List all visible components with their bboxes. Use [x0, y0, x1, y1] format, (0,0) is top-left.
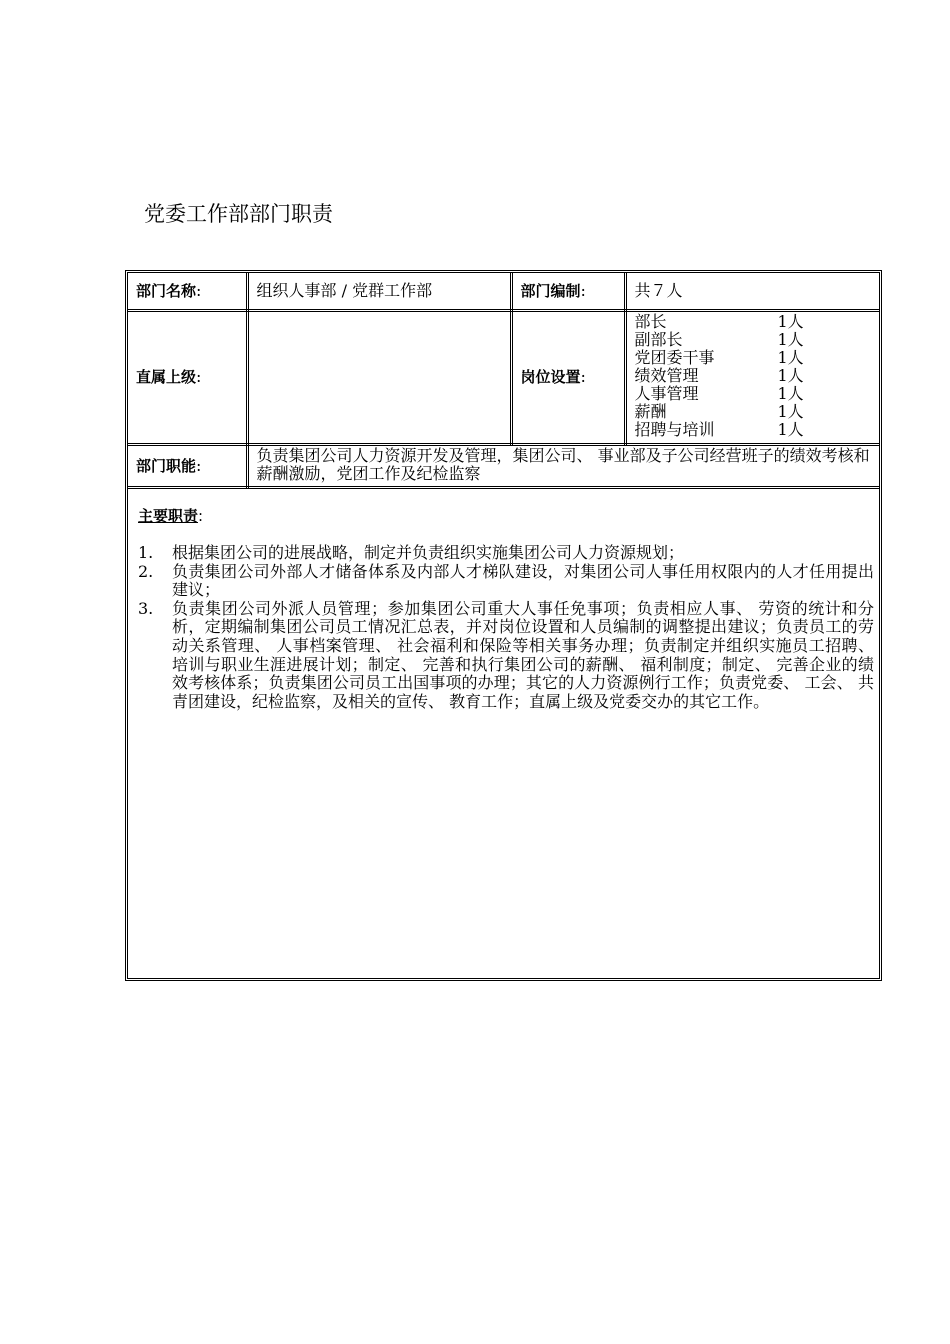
position-count: 1人	[777, 401, 804, 421]
position-count: 1人	[777, 329, 804, 349]
position-item	[635, 421, 872, 439]
superior-value	[247, 310, 511, 444]
position-name: 党团委干事	[634, 347, 715, 367]
function-label-cell: 部门职能:	[128, 444, 247, 487]
list-item	[138, 544, 874, 563]
department-info-table	[128, 273, 879, 489]
main-duties-section	[138, 505, 874, 711]
superior-label: 直属上级	[136, 368, 197, 386]
position-item	[635, 403, 872, 421]
position-count: 1人	[777, 383, 804, 403]
position-item	[635, 331, 872, 349]
position-item	[635, 313, 872, 331]
position-name: 绩效管理	[634, 365, 699, 385]
list-number: 3.	[138, 598, 154, 618]
position-count: 1人	[777, 347, 804, 367]
position-count: 1人	[777, 365, 804, 385]
duty-list	[138, 544, 874, 711]
list-number: 1.	[138, 543, 154, 562]
duty-text: 负责集团公司外部人才储备体系及内部人才梯队建设，对集团公司人事任用权限内的人才任用提出建议；	[172, 561, 874, 600]
list-item	[138, 600, 874, 712]
position-count: 1人	[777, 311, 804, 331]
position-item	[635, 385, 872, 403]
list-item	[138, 563, 874, 600]
dept-name-value: 组织人事部 / 党群工作部	[247, 273, 511, 310]
table-row	[128, 273, 879, 310]
position-count: 1人	[777, 419, 804, 439]
headcount-label-cell: 部门编制:	[511, 273, 625, 310]
position-item	[635, 349, 872, 367]
duty-text: 负责集团公司外派人员管理；参加集团公司重大人事任免事项；负责相应人事、 劳资的统计和分析，定期编制集团公司员工情况汇总表，并对岗位设置和人员编制的调整提出建议；负责员工的劳动关系管理、 人事档案管理、 社会福利和保险等相关事务办理；负责制定并组织实施员工招聘、 培训与职业生涯进展计划；制定、 完善和执行集团公司的薪酬、 福利制度；制定、 完善企业的绩效考核体系；负责集团公司员工出国事项的办理；其它的人力资源例行工作；负责党委、 工会、 共青团建设，纪检监察，及相关的宣传、 教育工作；直属上级及党委交办的其它工作。	[172, 598, 874, 711]
table-row	[128, 444, 879, 487]
positions-label-cell: 岗位设置:	[511, 310, 625, 444]
position-name: 副部长	[634, 329, 683, 349]
position-name: 人事管理	[634, 383, 699, 403]
headcount-label: 部门编制	[520, 281, 581, 300]
position-name: 部长	[634, 311, 667, 331]
positions-list	[625, 310, 879, 444]
responsibility-form	[125, 270, 882, 981]
headcount-value: 共７人	[625, 273, 879, 310]
list-number: 2.	[138, 561, 154, 581]
position-name: 招聘与培训	[634, 419, 715, 439]
duty-text: 根据集团公司的进展战略，制定并负责组织实施集团公司人力资源规划；	[172, 543, 685, 562]
function-value: 负责集团公司人力资源开发及管理，集团公司、 事业部及子公司经营班子的绩效考核和薪酬激励，党团工作及纪检监察	[247, 444, 879, 487]
position-item	[635, 367, 872, 385]
position-name: 薪酬	[634, 401, 667, 421]
page-title: 党委工作部部门职责	[144, 202, 333, 226]
dept-name-label-cell: 部门名称:	[128, 273, 247, 310]
superior-label-cell: 直属上级:	[128, 310, 247, 444]
function-label: 部门职能	[136, 456, 197, 475]
dept-name-label: 部门名称	[136, 281, 197, 300]
duties-heading: 主要职责:	[138, 507, 204, 525]
positions-label: 岗位设置	[520, 368, 581, 386]
table-row	[128, 310, 879, 444]
